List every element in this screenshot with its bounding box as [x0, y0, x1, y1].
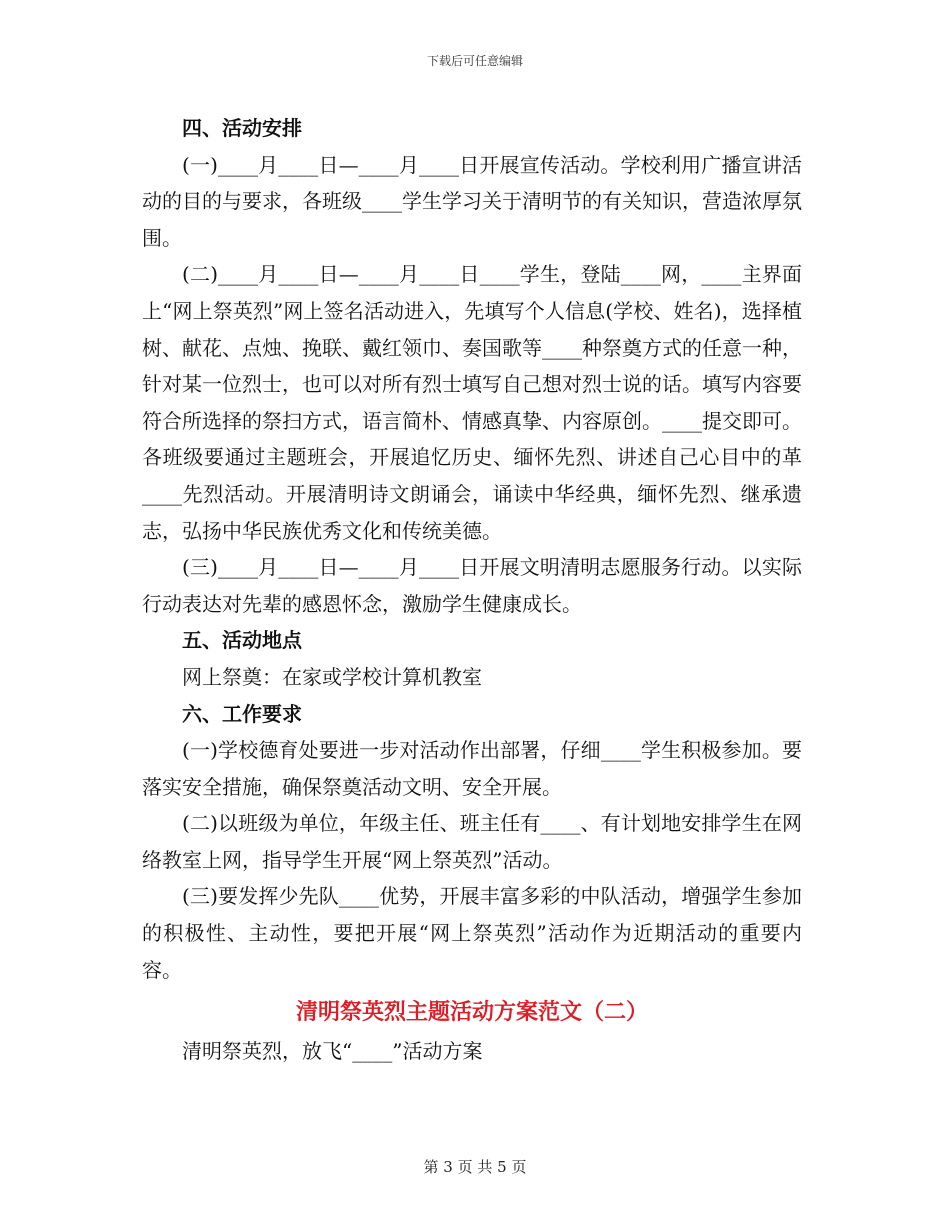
page-footer: 第 3 页 共 5 页	[423, 1158, 527, 1176]
section-6-paragraph-3: (三)要发挥少先队____优势，开展丰富多彩的中队活动，增强学生参加的积极性、主动性，要把开展“网上祭英烈”活动作为近期活动的重要内容。	[142, 884, 802, 982]
section-4-paragraph-1: (一)____月____日—____月____日开展宣传活动。学校利用广播宣讲活动的目的与要求，各班级____学生学习关于清明节的有关知识，营造浓厚氛围。	[142, 152, 802, 250]
section-6-heading: 六、工作要求	[182, 701, 302, 726]
section-title: 清明祭英烈主题活动方案范文（二）	[295, 999, 648, 1026]
section-4-paragraph-2: (二)____月____日—____月____日____学生，登陆____网，____主界面上“网上祭英烈”网上签名活动进入，先填写个人信息(学校、姓名)，选择植树、献花、点烛、挽联、戴红领巾、奏国歌等____种祭奠方式的任意一种，针对某一位烈士，也可以对所有烈士填写自己想对烈士说的话。填写内容要符合所选择的祭扫方式，语言简朴、情感真挚、内容原创。____提交即可。各班级要通过主题班会，开展追忆历史、缅怀先烈、讲述自己心目中的革____先烈活动。开展清明诗文朗诵会，诵读中华经典，缅怀先烈、继承遗志，弘扬中华民族优秀文化和传统美德。	[142, 262, 802, 543]
section-6-paragraph-1: (一)学校德育处要进一步对活动作出部署，仔细____学生积极参加。要落实安全措施，确保祭奠活动文明、安全开展。	[142, 738, 802, 799]
closing-line: 清明祭英烈，放飞“____”活动方案	[182, 1038, 483, 1063]
section-5-paragraph-1: 网上祭奠：在家或学校计算机教室	[182, 664, 482, 689]
page-header-note: 下载后可任意编辑	[426, 54, 523, 68]
document-body	[142, 110, 802, 1069]
section-6-paragraph-2: (二)以班级为单位，年级主任、班主任有____、有计划地安排学生在网络教室上网，指导学生开展“网上祭英烈”活动。	[142, 811, 802, 872]
section-4-heading: 四、活动安排	[182, 116, 302, 140]
section-4-paragraph-3: (三)____月____日—____月____日开展文明清明志愿服务行动。以实际行动表达对先辈的感恩怀念，激励学生健康成长。	[142, 555, 802, 616]
section-5-heading: 五、活动地点	[182, 628, 302, 653]
